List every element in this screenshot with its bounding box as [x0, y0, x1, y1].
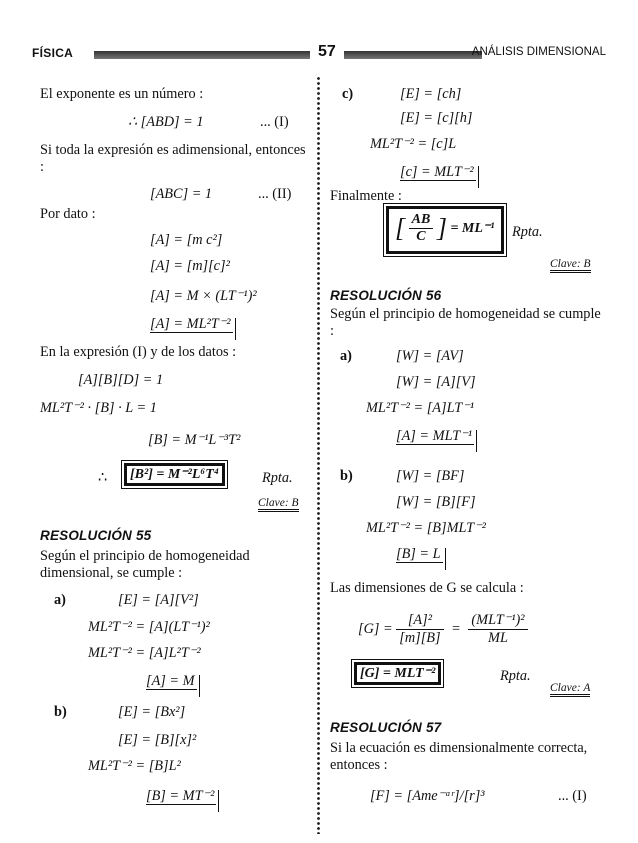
- g-equation: [358, 612, 528, 647]
- paragraph-expresion: En la expresión (I) y de los datos :: [40, 344, 237, 360]
- paragraph-dimensiones-G: Las dimensiones de G se calcula :: [330, 580, 524, 596]
- g-fraction-1-den: [m][B]: [399, 630, 441, 646]
- part-c-line-1: [E] = [ch]: [400, 86, 462, 102]
- chapter-label: ANÁLISIS DIMENSIONAL: [471, 46, 606, 58]
- part-c-result: [400, 164, 476, 181]
- bracket-close: ]: [436, 213, 447, 243]
- dato-result-text: [A] = ML²T⁻²: [150, 316, 233, 333]
- resolucion-56-heading: RESOLUCIÓN 56: [330, 288, 442, 303]
- part-b-result: [146, 788, 216, 805]
- part-a-label: a): [54, 592, 66, 608]
- g-fraction-2-num: (MLT⁻¹)²: [468, 612, 527, 630]
- boxed-rhs: = ML⁻¹: [450, 221, 495, 236]
- part-c-line-3: ML²T⁻² = [c]L: [370, 136, 457, 152]
- result-tick-mark: [235, 318, 236, 340]
- r-part-a-result: [396, 428, 474, 445]
- dato-line-3: [A] = M × (LT⁻¹)²: [150, 288, 257, 304]
- clave-label-1: Clave: B: [550, 258, 591, 273]
- fraction-denominator: C: [416, 229, 426, 244]
- part-c-label: c): [342, 86, 354, 102]
- paragraph-ecuacion-57: Si la ecuación es dimensionalmente correcta, entonces :: [330, 740, 588, 773]
- bracket-open: [: [395, 213, 406, 243]
- r-part-b-result-text: [B] = L: [396, 546, 443, 563]
- r-part-a-line-3: ML²T⁻² = [A]LT⁻¹: [366, 400, 475, 416]
- resolucion-55-heading: RESOLUCIÓN 55: [40, 528, 152, 543]
- r-part-b-result: [396, 546, 443, 563]
- expr-line-1: [A][B][D] = 1: [78, 372, 164, 388]
- part-a-result-text: [A] = M: [146, 673, 197, 690]
- r-part-b-line-2: [W] = [B][F]: [396, 494, 476, 510]
- rpta-label: Rpta.: [262, 470, 293, 486]
- fraction-numerator: AB: [409, 212, 434, 229]
- therefore-symbol: ∴: [98, 470, 108, 486]
- g-fraction-2: [468, 612, 527, 647]
- answer-box-G: [G] = MLT⁻²: [354, 662, 441, 685]
- g-fraction-2-den: ML: [488, 630, 508, 646]
- answer-box-B2: [B²] = M⁻²L⁶T⁴: [124, 463, 225, 486]
- r-part-b-label: b): [340, 468, 353, 484]
- header-bar-left: [94, 51, 310, 59]
- part-b-label: b): [54, 704, 67, 720]
- rpta-label-1: Rpta.: [512, 224, 543, 240]
- f-equation: [F] = [Ame⁻ᵅʳ]/[r]³: [370, 788, 485, 804]
- equation-II-tag: ... (II): [258, 186, 292, 202]
- g-fraction-1-num: [A]²: [396, 612, 443, 630]
- part-b-line-2: [E] = [B][x]²: [118, 732, 197, 748]
- clave-label: Clave: B: [258, 497, 299, 512]
- r-part-b-line-3: ML²T⁻² = [B]MLT⁻²: [366, 520, 486, 536]
- dato-line-2: [A] = [m][c]²: [150, 258, 230, 274]
- clave-label-2: Clave: A: [550, 682, 590, 697]
- part-a-line-1: [E] = [A][V²]: [118, 592, 199, 608]
- header-bar-right: [344, 51, 482, 59]
- result-tick-mark: [218, 790, 219, 812]
- part-b-result-text: [B] = MT⁻²: [146, 788, 216, 805]
- part-a-result: [146, 673, 197, 690]
- page-header: [32, 44, 606, 66]
- dato-line-1: [A] = [m c²]: [150, 232, 223, 248]
- r-part-a-label: a): [340, 348, 352, 364]
- g-equals: =: [451, 621, 461, 637]
- part-b-line-3: ML²T⁻² = [B]L²: [88, 758, 181, 774]
- result-tick-mark: [478, 166, 479, 188]
- r-part-b-line-1: [W] = [BF]: [396, 468, 465, 484]
- part-c-line-2: [E] = [c][h]: [400, 110, 473, 126]
- por-dato-label: Por dato :: [40, 206, 96, 222]
- answer-box-AB-C: [386, 206, 504, 254]
- equation-I-tag: ... (I): [260, 114, 289, 130]
- rpta-label-2: Rpta.: [500, 668, 531, 684]
- part-c-result-text: [c] = MLT⁻²: [400, 164, 476, 181]
- part-b-line-1: [E] = [Bx²]: [118, 704, 186, 720]
- paragraph-homogeneidad-55: Según el principio de homogeneidad dimensional, se cumple :: [40, 548, 250, 581]
- r-part-a-line-2: [W] = [A][V]: [396, 374, 476, 390]
- left-column: [40, 78, 308, 838]
- page-number: 57: [318, 43, 336, 60]
- result-tick-mark: [476, 430, 477, 452]
- expr-line-3: [B] = M⁻¹L⁻³T²: [148, 432, 241, 448]
- dato-result: [150, 316, 233, 333]
- subject-label: FÍSICA: [32, 46, 74, 60]
- paragraph-homogeneidad-56: Según el principio de homogeneidad se cumple :: [330, 306, 601, 339]
- f-equation-tag: ... (I): [558, 788, 587, 804]
- paragraph-adimensional: Si toda la expresión es adimensional, entonces :: [40, 142, 306, 175]
- column-divider: [316, 76, 321, 834]
- resolucion-57-heading: RESOLUCIÓN 57: [330, 720, 442, 735]
- g-lhs: [G] =: [358, 621, 393, 637]
- fraction-AB-C: [409, 212, 434, 245]
- g-fraction-1: [396, 612, 443, 647]
- right-column: [330, 78, 604, 838]
- part-a-line-2: ML²T⁻² = [A](LT⁻¹)²: [88, 619, 210, 635]
- r-part-a-line-1: [W] = [AV]: [396, 348, 464, 364]
- equation-I: ∴ [ABD] = 1: [128, 114, 204, 130]
- r-part-a-result-text: [A] = MLT⁻¹: [396, 428, 474, 445]
- part-a-line-3: ML²T⁻² = [A]L²T⁻²: [88, 645, 201, 661]
- result-tick-mark: [445, 548, 446, 570]
- result-tick-mark: [199, 675, 200, 697]
- intro-text: El exponente es un número :: [40, 86, 204, 102]
- equation-II: [ABC] = 1: [150, 186, 213, 202]
- finalmente-label: Finalmente :: [330, 188, 402, 204]
- expr-line-2: ML²T⁻² · [B] · L = 1: [40, 400, 157, 416]
